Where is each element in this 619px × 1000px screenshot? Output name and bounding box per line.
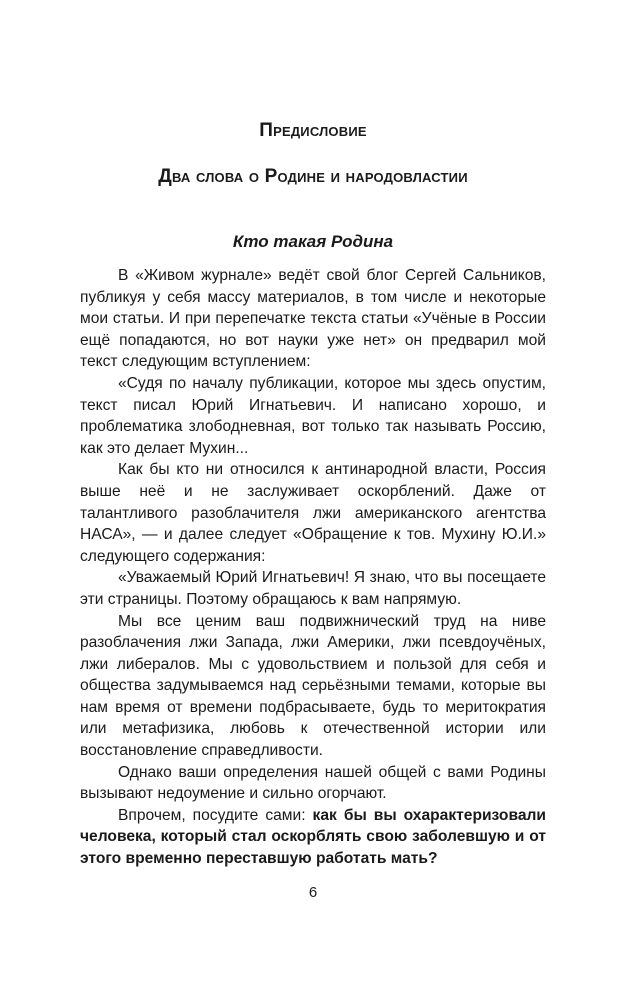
paragraph-text: Мы все ценим ваш подвижнический труд на ниве разоблачения лжи Запада, лжи Америки, лжи псевдоучёных, лжи либералов. Мы с удовольствием и пользой для себя и общества задумываемся над серьёзными темами, которые вы нам время от времени подбрасываете, будь то меритократия или метафизика, любовь к отечественной истории или восстановление справедливости. [80, 612, 546, 760]
page-number: 6 [308, 884, 318, 901]
chapter-title: Предисловие [259, 120, 367, 141]
paragraph-text: Впрочем, посудите сами: [118, 806, 313, 824]
paragraph [80, 265, 546, 373]
emphasized-question: как бы вы охарактеризовали человека, который стал оскорблять свою заболевшую и от этого временно переставшую работать мать? [80, 806, 546, 868]
paragraph-text: Однако ваши определения нашей общей с вами Родины вызывают недоумение и сильно огорчают. [80, 763, 546, 803]
body-text [80, 265, 546, 870]
paragraph [80, 459, 546, 567]
paragraph-text: Как бы кто ни относился к антинародной власти, Россия выше неё и не заслуживает оскорблений. Даже от талантливого разоблачителя лжи американского агентства НАСА», — и далее следует «Обращение к тов. Мухину Ю.И.» следующего содержания: [80, 461, 546, 565]
paragraph-text: «Уважаемый Юрий Игнатьевич! Я знаю, что вы посещаете эти страницы. Поэтому обращаюсь к вам напрямую. [80, 569, 546, 608]
section-title: Кто такая Родина [232, 232, 394, 251]
book-page [80, 0, 546, 1000]
paragraph [80, 611, 546, 762]
paragraph-text: «Судя по началу публикации, которое мы здесь опустим, текст писал Юрий Игнатьевич. И написано хорошо, и проблематика злободневная, вот только так называть Россию, как это делает Мухин... [80, 374, 546, 457]
paragraph [80, 805, 546, 870]
chapter-subtitle: Два слова о Родине и народовластии [158, 166, 468, 187]
paragraph [80, 567, 546, 610]
paragraph [80, 762, 546, 805]
paragraph [80, 373, 546, 459]
paragraph-text: В «Живом журнале» ведёт свой блог Сергей Сальников, публикуя у себя массу материалов, в том числе и некоторые мои статьи. И при перепечатке текста статьи «Учёные в России ещё попадаются, но вот науки уже нет» он предварил мой текст следующим вступлением: [80, 267, 546, 371]
